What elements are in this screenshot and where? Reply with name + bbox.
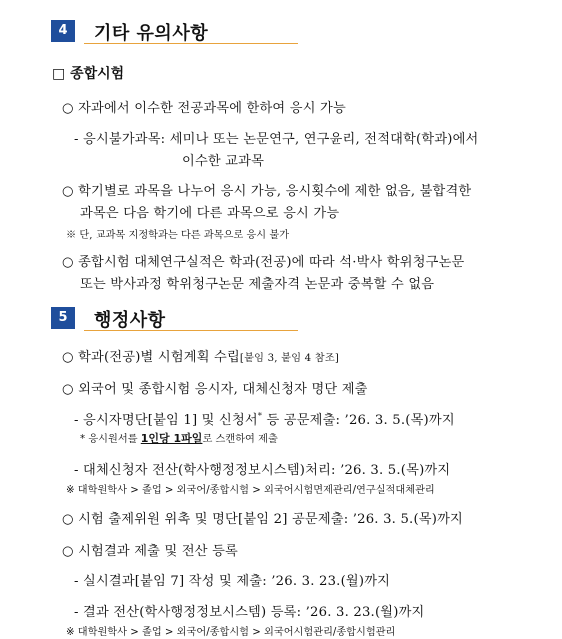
note: ※ 단, 교과목 지정학과는 다른 과목으로 응시 불가 (66, 230, 290, 241)
list-item: ○ 외국어 및 종합시험 응시자, 대체신청자 명단 제출 (62, 382, 368, 397)
list-item (62, 346, 339, 365)
list-item (74, 409, 455, 428)
section-underline (84, 43, 298, 44)
note-emphasis: 1인당 1파일 (140, 432, 203, 445)
list-item: - 대체신청자 전산(학사행정정보시스템)처리: ’26. 3. 5.(목)까지 (74, 463, 451, 478)
note-text: * 응시원서를 (80, 434, 141, 445)
list-item: - 응시불가과목: 세미나 또는 논문연구, 연구윤리, 전적대학(학과)에서 (74, 132, 479, 147)
list-item-continuation: 과목은 다음 학기에 다른 과목으로 응시 가능 (80, 206, 340, 221)
section-number-badge: 4 (51, 20, 75, 42)
note: ※ 대학원학사 > 졸업 > 외국어/종합시험 > 외국어시험관리/종합시험관리 (66, 627, 396, 638)
section-title: 기타 유의사항 (94, 23, 209, 44)
list-item-continuation: 이수한 교과목 (182, 154, 265, 169)
list-item: ○ 시험결과 제출 및 전산 등록 (62, 544, 238, 559)
list-item-reference: [붙임 3, 붙임 4 참조] (239, 353, 340, 364)
note: ※ 대학원학사 > 졸업 > 외국어/종합시험 > 외국어시험면제관리/연구실적대체관리 (66, 485, 435, 496)
list-item: ○ 학기별로 과목을 나누어 응시 가능, 응시횟수에 제한 없음, 불합격한 (62, 184, 472, 199)
list-item-text: ○ 학과(전공)별 시험계획 수립 (62, 350, 240, 365)
list-item: ○ 종합시험 대체연구실적은 학과(전공)에 따라 석·박사 학위청구논문 (62, 255, 465, 270)
list-item-text: - 응시자명단[붙임 1] 및 신청서 (74, 413, 258, 428)
list-item-continuation: 또는 박사과정 학위청구논문 제출자격 논문과 중복할 수 없음 (80, 277, 435, 292)
section-title: 행정사항 (94, 310, 166, 331)
subheading-comprehensive-exam: □ 종합시험 (52, 66, 125, 82)
footnote-mark: * (257, 411, 263, 421)
list-item: - 실시결과[붙임 7] 작성 및 제출: ’26. 3. 23.(월)까지 (74, 574, 391, 589)
list-item-text: 등 공문제출: ’26. 3. 5.(목)까지 (262, 413, 455, 428)
note (80, 430, 278, 446)
list-item: ○ 자과에서 이수한 전공과목에 한하여 응시 가능 (62, 101, 346, 116)
list-item: ○ 시험 출제위원 위촉 및 명단[붙임 2] 공문제출: ’26. 3. 5.(목)까지 (62, 512, 463, 527)
note-text: 로 스캔하여 제출 (202, 434, 278, 445)
section-underline (84, 330, 298, 331)
list-item: - 결과 전산(학사행정정보시스템) 등록: ’26. 3. 23.(월)까지 (74, 605, 425, 620)
section-number-badge: 5 (51, 307, 75, 329)
